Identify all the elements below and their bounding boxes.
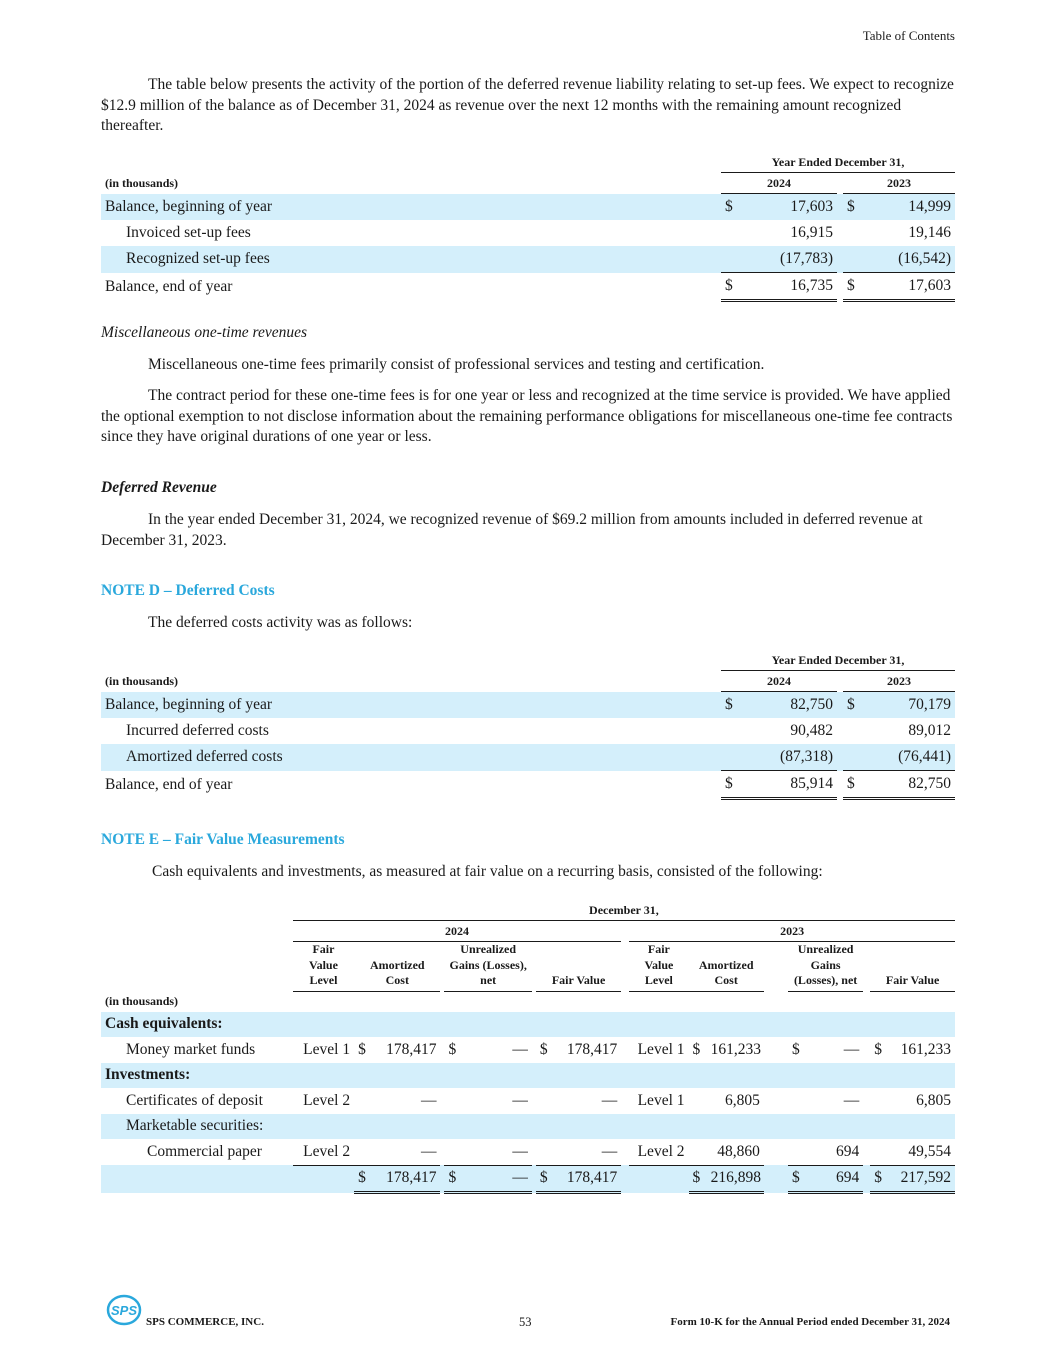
period-header: Year Ended December 31, xyxy=(721,152,955,173)
currency-symbol: $ xyxy=(721,194,741,221)
amortized-cost-2023: 6,805 xyxy=(724,1091,760,1109)
row-label: Amortized deferred costs xyxy=(101,744,721,771)
row-label: Balance, end of year xyxy=(105,775,233,793)
table-row xyxy=(101,771,955,799)
table-row xyxy=(101,1139,955,1165)
fair-value-table xyxy=(101,900,955,1194)
footer-company: SPS COMMERCE, INC. xyxy=(146,1316,264,1328)
logo-text: SPS xyxy=(110,1303,138,1318)
currency-symbol: $ xyxy=(788,1165,806,1193)
col-amortized-cost-2024: Amortized Cost xyxy=(354,942,440,992)
unrealized-2024: — xyxy=(463,1139,532,1165)
col-fair-value-2024: Fair Value xyxy=(536,942,621,992)
fair-value-2024: — xyxy=(554,1139,621,1165)
currency-symbol: $ xyxy=(843,771,863,799)
deferred-costs-table xyxy=(101,650,955,800)
year-header-2023: 2023 xyxy=(629,921,955,942)
cash-equivalents-label: Cash equivalents: xyxy=(101,1012,955,1038)
total-fair-value-2023: 217,592 xyxy=(888,1165,955,1193)
section-row xyxy=(101,1114,955,1140)
currency-symbol: $ xyxy=(870,1165,888,1193)
note-e-paragraph: Cash equivalents and investments, as measured at fair value on a recurring basis, consisted of the following: xyxy=(152,863,823,880)
total-fair-value-2024: 178,417 xyxy=(554,1165,621,1193)
fv-level-2023: Level 2 xyxy=(629,1139,688,1165)
unrealized-2024: — xyxy=(512,1091,528,1109)
currency-symbol: $ xyxy=(692,1040,701,1058)
note-d-paragraph: The deferred costs activity was as follows: xyxy=(148,614,413,631)
value-2024: 16,735 xyxy=(741,273,837,301)
value-2023: 17,603 xyxy=(863,273,955,301)
investments-label: Investments: xyxy=(101,1063,955,1089)
unit-label: (in thousands) xyxy=(105,175,179,190)
table-row xyxy=(101,1088,955,1114)
fair-value-2024: 178,417 xyxy=(566,1040,618,1058)
fv-level-2024: Level 1 xyxy=(303,1040,351,1058)
intro-paragraph: The table below presents the activity of the portion of the deferred revenue liability relating to set-up fees. We expect to recognize $12.9 million of the balance as of December 31, 2024 as revenue over the next 12 months with the remaining amount recognized thereafter. xyxy=(101,76,954,134)
year-header-2024: 2024 xyxy=(721,173,837,194)
unrealized-2023: 694 xyxy=(806,1139,863,1165)
col-fair-value-level-2024: Fair Value Level xyxy=(293,942,354,992)
currency-symbol: $ xyxy=(721,273,741,301)
year-header-2023: 2023 xyxy=(843,671,955,692)
unit-label: (in thousands) xyxy=(105,993,179,1008)
currency-symbol: $ xyxy=(689,1165,707,1193)
unrealized-2023: — xyxy=(843,1091,860,1109)
col-fair-value-2023: Fair Value xyxy=(870,942,955,992)
currency-symbol: $ xyxy=(444,1165,462,1193)
currency-symbol: $ xyxy=(354,1165,372,1193)
value-2024: 17,603 xyxy=(741,194,837,221)
value-2024: (87,318) xyxy=(741,744,837,771)
section-row xyxy=(101,1063,955,1089)
value-2024: 82,750 xyxy=(741,692,837,719)
deferred-revenue-paragraph-block xyxy=(101,510,955,551)
deferred-costs-table-block xyxy=(101,650,955,800)
value-2023: 82,750 xyxy=(863,771,955,799)
amortized-cost-2024: — xyxy=(372,1139,440,1165)
total-amortized-cost-2023: 216,898 xyxy=(707,1165,764,1193)
total-unrealized-2023: 694 xyxy=(806,1165,863,1193)
deferred-revenue-paragraph: In the year ended December 31, 2024, we recognized revenue of $69.2 million from amounts included in deferred revenue at December 31, 2023. xyxy=(101,511,923,549)
value-2024: 85,914 xyxy=(741,771,837,799)
fv-level-2023: Level 1 xyxy=(637,1091,685,1109)
value-2023: 89,012 xyxy=(908,722,952,739)
currency-symbol: $ xyxy=(843,273,863,301)
value-2023: (76,441) xyxy=(863,744,955,771)
note-d-heading: NOTE D – Deferred Costs xyxy=(101,582,275,599)
note-d-paragraph-block xyxy=(101,613,955,634)
year-header-2023: 2023 xyxy=(843,173,955,194)
setup-fees-table xyxy=(101,152,955,302)
fair-value-table-block xyxy=(101,900,955,1194)
value-2024: (17,783) xyxy=(741,246,837,273)
unit-label: (in thousands) xyxy=(105,673,179,688)
note-e-heading: NOTE E – Fair Value Measurements xyxy=(101,831,345,848)
row-label: Recognized set-up fees xyxy=(101,246,721,273)
misc-heading: Miscellaneous one-time revenues xyxy=(101,324,308,341)
currency-symbol: $ xyxy=(843,692,863,719)
currency-symbol: $ xyxy=(358,1040,366,1058)
table-row xyxy=(101,246,955,273)
currency-symbol: $ xyxy=(448,1040,457,1058)
period-header: Year Ended December 31, xyxy=(721,650,955,671)
table-row xyxy=(101,692,955,719)
intro-paragraph-block xyxy=(101,75,955,137)
amortized-cost-2024: — xyxy=(420,1091,437,1109)
table-of-contents-link[interactable]: Table of Contents xyxy=(862,28,955,43)
row-label: Balance, beginning of year xyxy=(101,692,721,719)
col-unrealized-2024: Unrealized Gains (Losses), net xyxy=(444,942,531,992)
currency-symbol: $ xyxy=(874,1040,883,1058)
table-row xyxy=(101,718,955,744)
value-2023: 70,179 xyxy=(863,692,955,719)
row-label: Money market funds xyxy=(126,1040,256,1058)
note-e-paragraph-block xyxy=(101,862,955,883)
value-2023: 19,146 xyxy=(908,224,952,241)
currency-symbol: $ xyxy=(721,771,741,799)
sps-logo-icon xyxy=(106,1294,144,1326)
year-header-2024: 2024 xyxy=(293,921,621,942)
value-2023: 14,999 xyxy=(863,194,955,221)
total-row xyxy=(101,1165,955,1193)
section-row xyxy=(101,1012,955,1038)
fair-value-2023: 49,554 xyxy=(888,1139,955,1165)
value-2023: (16,542) xyxy=(863,246,955,273)
period-header: December 31, xyxy=(293,900,955,921)
deferred-revenue-heading: Deferred Revenue xyxy=(101,479,217,496)
col-fair-value-level-2023: Fair Value Level xyxy=(629,942,688,992)
footer-page-number: 53 xyxy=(519,1315,532,1329)
fv-level-2024: Level 2 xyxy=(293,1139,354,1165)
currency-symbol: $ xyxy=(721,692,741,719)
table-row xyxy=(101,220,955,246)
col-amortized-cost-2023: Amortized Cost xyxy=(689,942,764,992)
table-row xyxy=(101,1037,955,1063)
amortized-cost-2023: 48,860 xyxy=(707,1139,764,1165)
amortized-cost-2023: 161,233 xyxy=(710,1040,761,1058)
fv-level-2024: Level 2 xyxy=(303,1091,351,1109)
misc-paragraph-2-block xyxy=(101,386,955,448)
currency-symbol: $ xyxy=(539,1040,548,1058)
misc-paragraph-2: The contract period for these one-time fees is for one year or less and recognized at the time service is provided. We have applied the optional exemption to not disclose information about the remaining performance obligations for miscellaneous one-time fee contracts since they have original durations of one year or less. xyxy=(101,387,953,445)
fair-value-2023: 161,233 xyxy=(900,1040,951,1058)
misc-paragraph-1-block xyxy=(101,355,955,376)
misc-paragraph-1: Miscellaneous one-time fees primarily consist of professional services and testing and certification. xyxy=(148,356,765,373)
total-unrealized-2024: — xyxy=(463,1165,532,1193)
currency-symbol: $ xyxy=(843,194,863,221)
value-2024: 16,915 xyxy=(790,224,833,241)
row-label: Certificates of deposit xyxy=(126,1091,263,1109)
unrealized-2024: — xyxy=(512,1040,528,1058)
fv-level-2023: Level 1 xyxy=(637,1040,685,1058)
table-row xyxy=(101,273,955,301)
currency-symbol: $ xyxy=(536,1165,554,1193)
amortized-cost-2024: 178,417 xyxy=(386,1040,437,1058)
footer-form-text: Form 10-K for the Annual Period ended December 31, 2024 xyxy=(670,1316,950,1328)
row-label: Invoiced set-up fees xyxy=(126,224,251,241)
currency-symbol: $ xyxy=(791,1040,800,1058)
col-unrealized-2023: Unrealized Gains (Losses), net xyxy=(788,942,863,992)
row-label: Balance, beginning of year xyxy=(101,194,721,221)
row-label: Balance, end of year xyxy=(105,277,233,295)
marketable-securities-label: Marketable securities: xyxy=(101,1114,955,1140)
table-row xyxy=(101,194,955,221)
total-amortized-cost-2024: 178,417 xyxy=(372,1165,440,1193)
fair-value-2023: 6,805 xyxy=(916,1091,951,1109)
unrealized-2023: — xyxy=(843,1040,860,1058)
table-row xyxy=(101,744,955,771)
row-label: Commercial paper xyxy=(147,1143,262,1160)
fair-value-2024: — xyxy=(601,1091,618,1109)
row-label: Incurred deferred costs xyxy=(126,722,269,739)
value-2024: 90,482 xyxy=(790,722,833,739)
setup-fees-table-block xyxy=(101,152,955,302)
year-header-2024: 2024 xyxy=(721,671,837,692)
